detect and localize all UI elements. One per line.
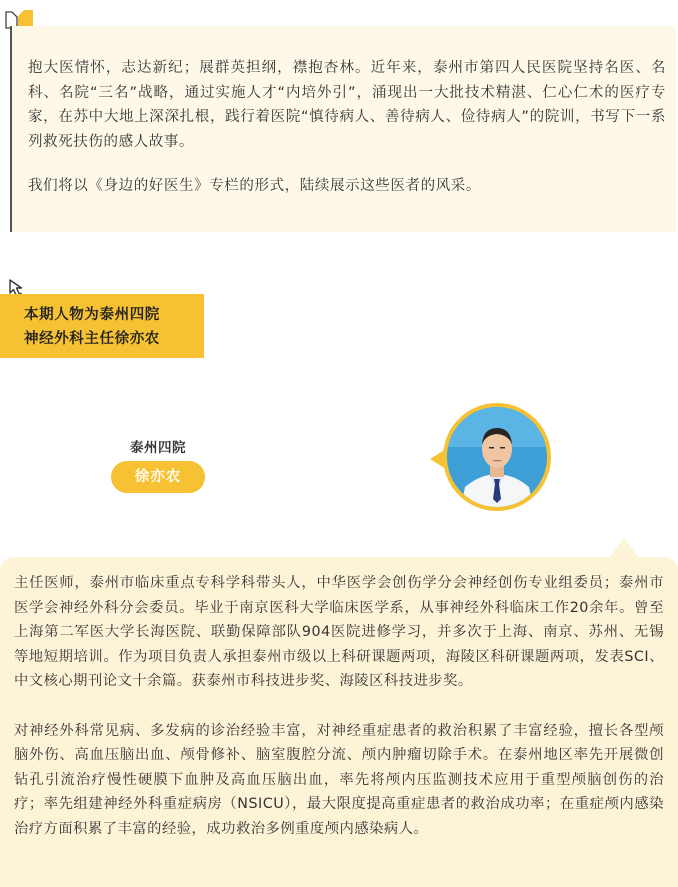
feature-line-2: 神经外科主任徐亦农 (24, 331, 160, 347)
bio-paragraph: 对神经外科常见病、多发病的诊治经验丰富，对神经重症患者的救治积累了丰富经验，擅长各型颅脑外伤、高血压脑出血、颅骨修补、脑室腹腔分流、颅内肿瘤切除手术。在泰州地区率先开展微创钻孔引流治疗慢性硬膜下血肿及高血压脑出血，率先将颅内压监测技术应用于重型颅脑创伤的治疗；率先组建神经外科重症病房（NSICU），最大限度提高重症患者的救治成功率；在重症颅内感染治疗方面积累了丰富的经验，成功救治多例重度颅内感染病人。 (14, 722, 664, 837)
hospital-label: 泰州四院 (130, 440, 186, 456)
feature-banner (0, 294, 204, 358)
intro-paragraph: 我们将以《身边的好医生》专栏的形式，陆续展示这些医者的风采。 (28, 178, 481, 194)
bio-paragraph: 主任医师，泰州市临床重点专科学科带头人，中华医学会创伤学分会神经创伤专业组委员；泰州市医学会神经外科分会委员。毕业于南京医科大学临床医学系，从事神经外科临床工作20余年。曾至上海第二军医大学长海医院、联勤保障部队904医院进修学习，并多次于上海、南京、苏州、无锡等地短期培训。作为项目负责人承担泰州市级以上科研课题两项，海陵区科研课题两项，发表SCI、中文核心期刊论文十余篇。获泰州市科技进步奖、海陵区科技进步奖。 (14, 575, 664, 689)
feature-line-1: 本期人物为泰州四院 (24, 307, 160, 323)
bio-pointer (609, 538, 639, 558)
intro-section (10, 26, 676, 232)
intro-text (28, 56, 666, 199)
bio-section (0, 557, 678, 887)
doctor-portrait-image (447, 407, 547, 507)
doctor-name-badge: 徐亦农 (111, 461, 205, 493)
intro-paragraph: 抱大医情怀，志达新纪；展群英担纲，襟抱杏林。近年来，泰州市第四人民医院坚持名医、名科、名院“三名”战略，通过实施人才“内培外引”，涌现出一大批技术精湛、仁心仁术的医疗专家，在苏中大地上深深扎根，践行着医院“慎待病人、善待病人、俭待病人”的院训，书写下一系列救死扶伤的感人故事。 (28, 60, 666, 150)
avatar (443, 403, 551, 511)
